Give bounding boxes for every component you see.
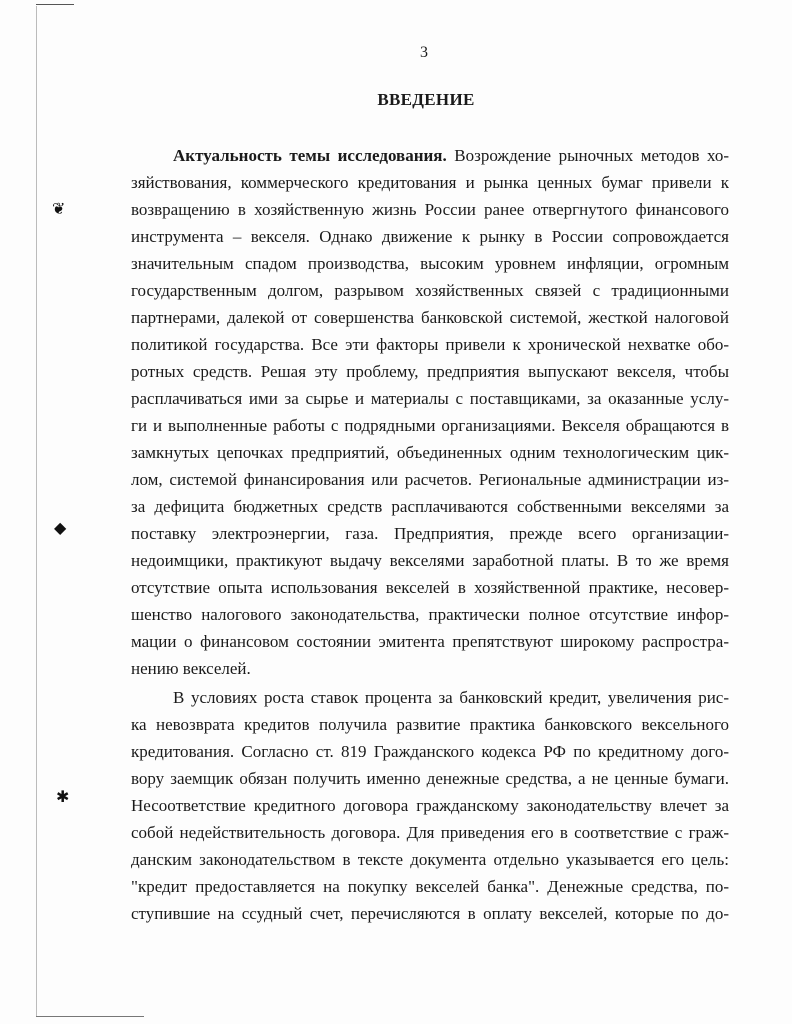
scan-edge-top [36,4,74,5]
paragraph-line: шенство налогового законодательства, практически полное отсутствие инфор- [131,605,729,624]
paragraph-line: недоимщики, практикуют выдачу векселями заработной платы. В то же время [131,551,729,570]
paragraph-line: политикой государства. Все эти факторы привели к хронической нехватке обо- [131,335,729,354]
paragraph-line: значительным спадом производства, высоким уровнем инфляции, огромным [131,254,729,273]
section-lead-heading: Актуальность темы исследования. [173,146,447,165]
chapter-title: ВВЕДЕНИЕ [377,90,475,109]
paragraph-line: инструмента – векселя. Однако движение к рынку в России сопровождается [131,227,729,246]
paragraph-text: Возрождение рыночных методов хо- [446,146,729,165]
paragraph-line: зяйствования, коммерческого кредитования и рынка ценных бумаг привели к [131,173,729,192]
scan-edge-left [36,6,37,1016]
binding-mark-icon: ❦ [52,201,66,218]
binding-mark-icon: ✱ [56,789,70,806]
paragraph-first-line: В условиях роста ставок процента за банковский кредит, увеличения рис- [173,688,729,707]
paragraph-line: возвращению в хозяйственную жизнь России ранее отвергнутого финансового [131,200,729,219]
paragraph-line: собой недействительность договора. Для приведения его в соответствие с граж- [131,823,729,842]
paragraph-line: мации о финансовом состоянии эмитента препятствуют широкому распростра- [131,632,729,651]
paragraph-line: ги и выполненные работы с подрядными организациями. Векселя обращаются в [131,416,729,435]
paragraph-line: Несоответствие кредитного договора гражданскому законодательству влечет за [131,796,729,815]
scan-edge-bottom [36,1016,144,1017]
paragraph-line: "кредит предоставляется на покупку векселей банка". Денежные средства, по- [131,877,729,896]
paragraph-line: государственным долгом, разрывом хозяйственных связей с традиционными [131,281,729,300]
paragraph-relevance [131,142,729,682]
paragraph-line: ступившие на ссудный счет, перечисляются в оплату векселей, которые по до- [131,904,729,923]
paragraph-line: лом, системой финансирования или расчетов. Региональные администрации из- [131,470,729,489]
paragraph-last-line: нению векселей. [131,659,251,678]
paragraph-line: замкнутых цепочках предприятий, объединенных одним технологическим цик- [131,443,729,462]
binding-mark-icon: ◆ [54,520,67,537]
paragraph-line: кредитования. Согласно ст. 819 Гражданского кодекса РФ по кредитному дого- [131,742,729,761]
paragraph-line: вору заемщик обязан получить именно денежные средства, а не ценные бумаги. [131,769,729,788]
paragraph-bill-lending [131,684,729,927]
page-number: 3 [420,44,428,61]
paragraph-line: за дефицита бюджетных средств расплачиваются собственными векселями за [131,497,729,516]
paragraph-line: отсутствие опыта использования векселей в хозяйственной практике, несовер- [131,578,729,597]
paragraph-line: ротных средств. Решая эту проблему, предприятия выпускают векселя, чтобы [131,362,729,381]
paragraph-line: партнерами, далекой от совершенства банковской системой, жесткой налоговой [131,308,729,327]
paragraph-line: ка невозврата кредитов получила развитие практика банковского вексельного [131,715,729,734]
paragraph-first-line [131,142,729,169]
paragraph-line: расплачиваться ими за сырье и материалы с поставщиками, за оказанные услу- [131,389,729,408]
paragraph-line: поставку электроэнергии, газа. Предприятия, прежде всего организации- [131,524,729,543]
paragraph-line: данским законодательством в тексте документа отдельно указывается его цель: [131,850,729,869]
